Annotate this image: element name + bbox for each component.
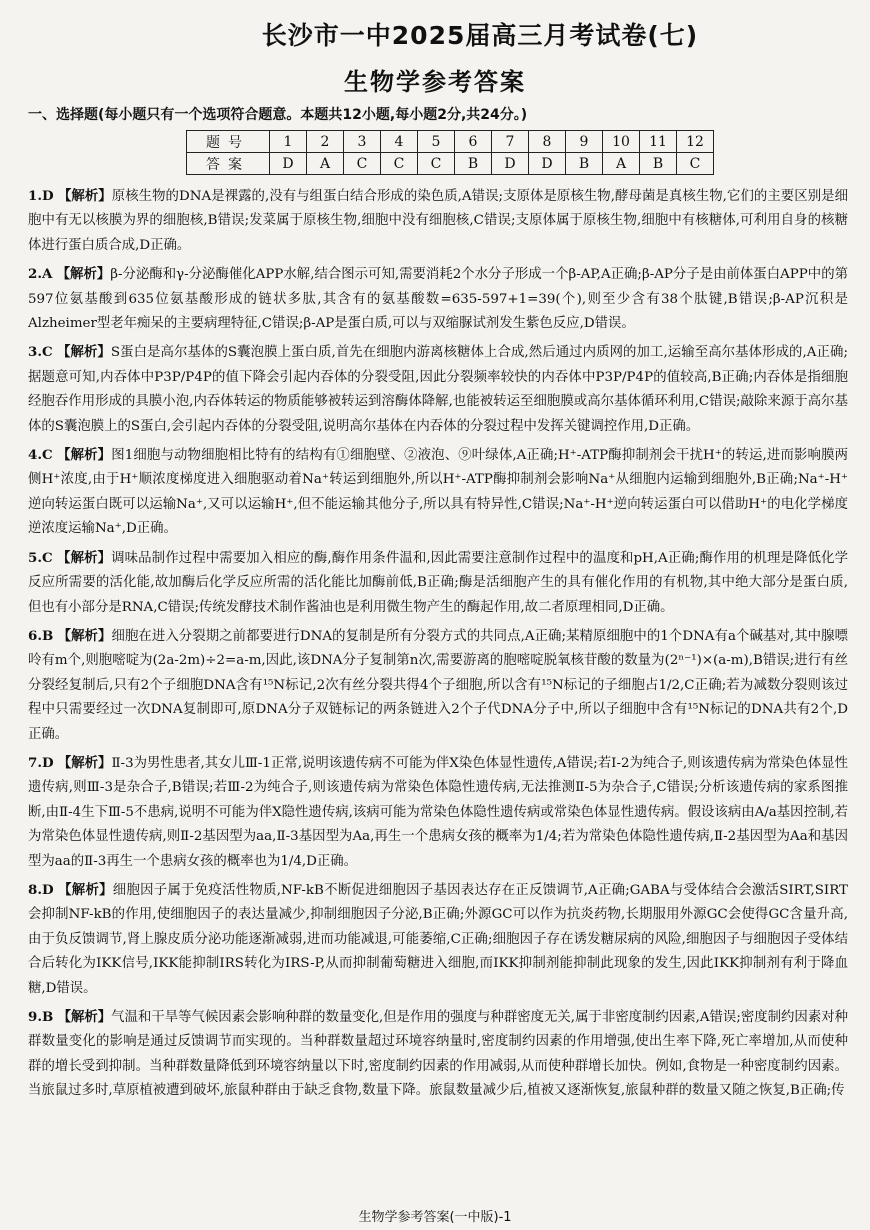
analysis-tag: 【解析】 — [57, 1010, 112, 1025]
item-answer: D — [41, 754, 54, 771]
item-number: 4. — [28, 447, 42, 464]
explanation-item — [28, 546, 848, 620]
answer-table-number-label: 题号 — [187, 131, 270, 153]
item-text: 气温和干旱等气候因素会影响种群的数量变化,但是作用的强度与种群密度无关,属于非密度制约因素,A错误;密度制约因素对种群数量变化的影响是通过反馈调节而实现的。当种群数量超过环境容纳量时,密度制约因素的作用增强,使出生率下降,死亡率增加,从而使种群的增长受到抑制。当种群数量降低到环境容纳量以下时,密度制约因素的作用减弱,从而使种群增长加快。例如,食物是一种密度制约因素。当旅鼠过多时,草原植被遭到破坏,旅鼠种群由于缺乏食物,数量下降。旅鼠数量减少后,植被又逐渐恢复,旅鼠种群的数量又随之恢复,B正确;传 — [28, 1010, 848, 1099]
explanation-list — [28, 184, 848, 1104]
answer-choice: D — [270, 153, 307, 175]
question-number: 1 — [270, 131, 307, 153]
answer-table-answer-label: 答案 — [187, 153, 270, 175]
answer-choice: C — [677, 153, 714, 175]
item-number: 7. — [28, 754, 42, 771]
item-number: 3. — [28, 344, 42, 361]
answer-choice: B — [455, 153, 492, 175]
item-answer: B — [41, 1009, 54, 1025]
item-text: 原核生物的DNA是裸露的,没有与组蛋白结合形成的染色质,A错误;支原体是原核生物,酵母菌是真核生物,它们的主要区别是细胞中有无以核膜为界的细胞核,B错误;发菜属于原核生物,细胞中没有细胞核,C错误;支原体属于原核生物,细胞中有核糖体,可利用自身的核糖体进行蛋白质合成,D正确。 — [28, 189, 849, 253]
question-number: 8 — [529, 131, 566, 153]
answer-choice: B — [640, 153, 677, 175]
item-answer: C — [41, 549, 53, 566]
answer-choice: A — [307, 153, 344, 175]
item-text: 调味品制作过程中需要加入相应的酶,酶作用条件温和,因此需要注意制作过程中的温度和pH,A正确;酶作用的机理是降低化学反应所需要的活化能,故加酶后化学反应所需的活化能比加酶前低,B正确;酶是活细胞产生的具有催化作用的有机物,其中绝大部分是蛋白质,但也有小部分是RNA,C错误;传统发酵技术制作酱油也是利用微生物产生的酶起作用,故二者原理相同,D正确。 — [28, 550, 849, 615]
explanation-item — [28, 184, 848, 258]
question-number: 6 — [455, 131, 492, 153]
item-number: 9. — [28, 1009, 42, 1025]
item-text: S蛋白是高尔基体的S囊泡膜上蛋白质,首先在细胞内游离核糖体上合成,然后通过内质网的加工,运输至高尔基体形成的,A正确;据题意可知,内吞体中P3P/P4P的值下降会引起内吞体的分裂受阻,因此分裂频率较快的内吞体中P3P/P4P的值较高,B正确;内吞体是指细胞经胞吞作用形成的具膜小泡,内吞体转运的物质能够被转运到溶酶体降解,也能被转运至细胞膜或高尔基体循环利用,C错误;敲除来源于高尔基体的S囊泡膜上的S蛋白,会引起内吞体的分裂受阻,说明高尔基体在内吞体的分裂过程中发挥关键调控作用,D正确。 — [28, 345, 848, 434]
item-number: 1. — [28, 188, 42, 204]
analysis-tag: 【解析】 — [58, 882, 113, 898]
item-number: 8. — [28, 881, 42, 898]
item-answer: B — [41, 627, 54, 644]
analysis-tag: 【解析】 — [57, 345, 111, 361]
answer-table-answer-row — [187, 153, 714, 175]
answer-choice: D — [529, 153, 566, 175]
explanation-item — [28, 624, 848, 747]
analysis-tag: 【解析】 — [57, 189, 112, 204]
answer-table-number-row — [187, 131, 714, 153]
question-number: 11 — [640, 131, 677, 153]
answer-table — [186, 130, 714, 175]
item-text: 细胞在进入分裂期之前都要进行DNA的复制是所有分裂方式的共同点,A正确;某精原细胞中的1个DNA有a个碱基对,其中腺嘌呤有m个,则胞嘧啶为(2a-2m)÷2=a-m,因此,该DNA分子复制第n次,需要游离的胞嘧啶脱氧核苷酸的数量为(2ⁿ⁻¹)×(a-m),B错误;进行有丝分裂经复制后,只有2个子细胞DNA含有¹⁵N标记,2次有丝分裂共得4个子细胞,所以含有¹⁵N标记的子细胞占1/2,C正确;若为减数分裂则该过程中只需要经过一次DNA复制即可,原DNA分子双链标记的两条链进入2个子代DNA分子中,所以子细胞中含有¹⁵N标记的DNA共有2个,D正确。 — [28, 628, 848, 742]
item-text: β-分泌酶和γ-分泌酶催化APP水解,结合图示可知,需要消耗2个水分子形成一个β-AP,A正确;β-AP分子是由前体蛋白APP中的第597位氨基酸到635位氨基酸形成的链状多肽,其含有的氨基酸数=635-597+1=39(个),则至少含有38个肽键,B错误;β-AP沉积是Alzheimer型老年痴呆的主要病理特征,C错误;β-AP是蛋白质,可以与双缩脲试剂发生紫色反应,D错误。 — [28, 267, 849, 332]
item-number: 5. — [28, 549, 42, 566]
question-number: 10 — [603, 131, 640, 153]
item-answer: C — [41, 344, 53, 361]
analysis-tag: 【解析】 — [57, 628, 112, 644]
answer-choice: C — [381, 153, 418, 175]
item-answer: D — [41, 188, 54, 204]
analysis-tag: 【解析】 — [57, 550, 112, 566]
item-text: 图1细胞与动物细胞相比特有的结构有①细胞壁、②液泡、⑨叶绿体,A正确;H⁺-ATP酶抑制剂会干扰H⁺的转运,进而影响膜两侧H⁺浓度,由于H⁺顺浓度梯度进入细胞驱动着Na⁺转运到细胞外,所以H⁺-ATP酶抑制剂会影响Na⁺从细胞内运输到细胞外,B正确;Na⁺-H⁺逆向转运蛋白既可以运输Na⁺,又可以运输H⁺,但不能运输其他分子,所以具有特异性,C错误;Na⁺-H⁺逆向转运蛋白可以借助H⁺的电化学梯度逆浓度运输Na⁺,D正确。 — [28, 448, 848, 537]
section-heading: 一、选择题(每小题只有一个选项符合题意。本题共12小题,每小题2分,共24分。) — [28, 107, 528, 123]
answer-choice: B — [566, 153, 603, 175]
explanation-item — [28, 878, 848, 1001]
explanation-item — [28, 1005, 848, 1104]
question-number: 9 — [566, 131, 603, 153]
item-answer: D — [41, 881, 54, 898]
answer-choice: A — [603, 153, 640, 175]
answer-choice: C — [418, 153, 455, 175]
explanation-item — [28, 751, 848, 874]
question-number: 3 — [344, 131, 381, 153]
item-text: 细胞因子属于免疫活性物质,NF-kB不断促进细胞因子基因表达存在正反馈调节,A正确;GABA与受体结合会激活SIRT,SIRT会抑制NF-kB的作用,使细胞因子的表达量减少,抑制细胞因子分泌,B正确;外源GC可以作为抗炎药物,长期服用外源GC会使得GC含量升高,由于负反馈调节,肾上腺皮质分泌功能逐渐减弱,进而功能减退,可能萎缩,C正确;细胞因子存在诱发糖尿病的风险,细胞因子与细胞因子受体结合后转化为IKK信号,IKK能抑制IRS转化为IRS-P,从而抑制葡萄糖进入细胞,而IKK抑制剂能抑制此现象的发生,因此IKK抑制剂有利于降血糖,D错误。 — [28, 882, 848, 996]
answer-choice: D — [492, 153, 529, 175]
page-footer: 生物学参考答案(一中版)-1 — [358, 1210, 512, 1225]
analysis-tag: 【解析】 — [57, 755, 112, 771]
question-number: 12 — [677, 131, 714, 153]
answer-choice: C — [344, 153, 381, 175]
exam-title: 长沙市一中2025届高三月考试卷(七) — [261, 21, 699, 50]
question-number: 4 — [381, 131, 418, 153]
explanation-item — [28, 443, 848, 542]
question-number: 7 — [492, 131, 529, 153]
item-answer: A — [41, 266, 53, 283]
explanation-item — [28, 262, 848, 336]
item-answer: C — [41, 447, 53, 464]
item-number: 2. — [28, 266, 42, 283]
explanation-item — [28, 340, 848, 439]
question-number: 2 — [307, 131, 344, 153]
item-text: Ⅱ-3为男性患者,其女儿Ⅲ-1正常,说明该遗传病不可能为伴X染色体显性遗传,A错误;若Ⅰ-2为纯合子,则该遗传病为常染色体显性遗传病,则Ⅲ-3是杂合子,B错误;若Ⅲ-2为纯合子,则该遗传病为常染色体隐性遗传病,无法推测Ⅱ-5为杂合子,C错误;分析该遗传病的家系图推断,由Ⅱ-4生下Ⅲ-5不患病,说明不可能为伴X隐性遗传病,该病可能为常染色体隐性遗传病或常染色体显性遗传病。假设该病由A/a基因控制,若为常染色体显性遗传病,则Ⅱ-2基因型为aa,Ⅱ-3基因型为Aa,再生一个患病女孩的概率为1/4;若为常染色体隐性遗传病,Ⅱ-2基因型为Aa和基因型为aa的Ⅱ-3再生一个患病女孩的概率也为1/4,D正确。 — [28, 755, 849, 869]
question-number: 5 — [418, 131, 455, 153]
document-title: 生物学参考答案 — [344, 68, 526, 96]
analysis-tag: 【解析】 — [56, 267, 111, 283]
analysis-tag: 【解析】 — [57, 448, 112, 464]
item-number: 6. — [28, 627, 42, 644]
